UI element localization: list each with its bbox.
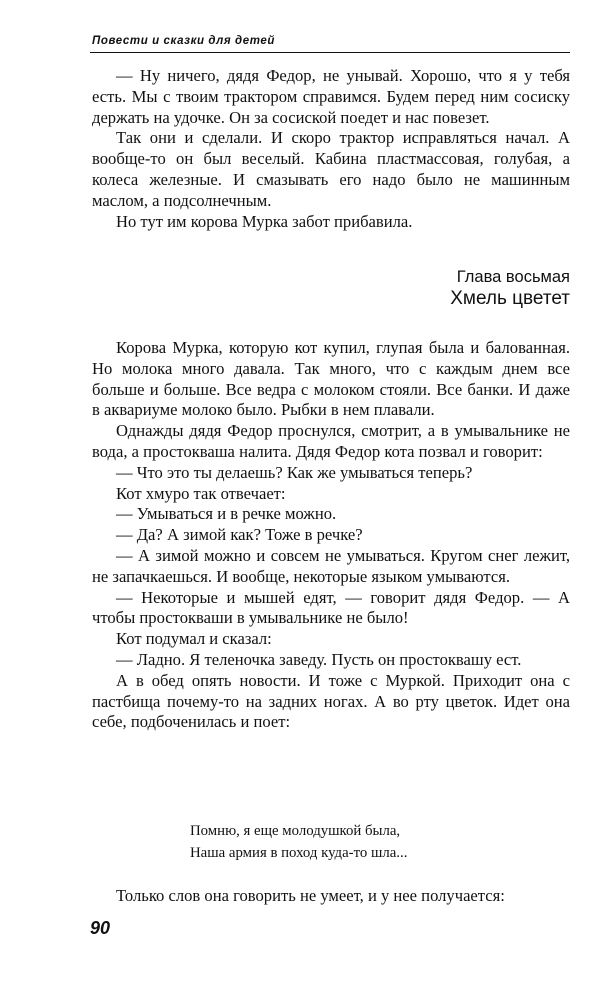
dialogue-line: — Да? А зимой как? Тоже в речке? <box>116 525 363 545</box>
header-rule <box>90 52 570 53</box>
dialogue-line: — Некоторые и мышей едят, — говорит дядя Федор. — А чтобы простокваши в умывальнике не было! <box>92 587 570 628</box>
paragraph: Однажды дядя Федор проснулся, смотрит, а в умывальнике не вода, а простокваша налита. Дядя Федор кота позвал и говорит: <box>92 421 570 461</box>
dialogue-line: — Что это ты делаешь? Как же умываться теперь? <box>116 462 473 482</box>
paragraph: — Ну ничего, дядя Федор, не унывай. Хорошо, что я у тебя есть. Мы с твоим трактором справимся. Будем перед ним сосиску держать на удочке. Он за сосиской поедет и нас повезет. <box>92 66 570 127</box>
dialogue-line: — Умываться и в речке можно. <box>116 504 337 524</box>
poem-verse <box>190 820 550 864</box>
paragraph: Только слов она говорить не умеет, и у нее получается: <box>116 886 505 905</box>
paragraph: Кот хмуро так отвечает: <box>116 483 286 503</box>
text-block-bottom <box>92 886 570 907</box>
paragraph: Корова Мурка, которую кот купил, глупая была и балованная. Но молока много давала. Так много, что с каждым днем все больше и больше. Все ведра с молоком стояли. Все банки. И даже в аквариуме молоко было. Рыбки в нем плавали. <box>92 338 570 420</box>
dialogue-line: — А зимой можно и совсем не умываться. Кругом снег лежит, не запачкаешься. И вообще, некоторые языком умываются. <box>92 545 570 586</box>
dialogue-line: — Ладно. Я теленочка заведу. Пусть он простоквашу ест. <box>116 649 522 669</box>
running-head: Повести и сказки для детей <box>92 35 276 47</box>
paragraph: Так они и сделали. И скоро трактор исправляться начал. А вообще-то он был веселый. Кабина пластмассовая, голубая, а колеса железные. И смазывать его надо было не машинным маслом, а подсолнечным. <box>92 128 570 210</box>
poem-line: Помню, я еще молодушкой была, <box>190 823 401 839</box>
text-block-top <box>92 66 570 232</box>
text-block-chapter <box>92 338 570 733</box>
paragraph: А в обед опять новости. И тоже с Муркой. Приходит она с пастбища почему-то на задних ногах. А во рту цветок. Идет она себе, подбоченилась и поет: <box>92 670 570 732</box>
chapter-number: Глава восьмая <box>456 268 570 286</box>
page-number: 90 <box>90 918 111 938</box>
poem-line: Наша армия в поход куда-то шла... <box>190 845 408 861</box>
paragraph: Но тут им корова Мурка забот прибавила. <box>116 211 413 231</box>
paragraph: Кот подумал и сказал: <box>116 629 272 649</box>
chapter-title: Хмель цветет <box>450 288 570 309</box>
